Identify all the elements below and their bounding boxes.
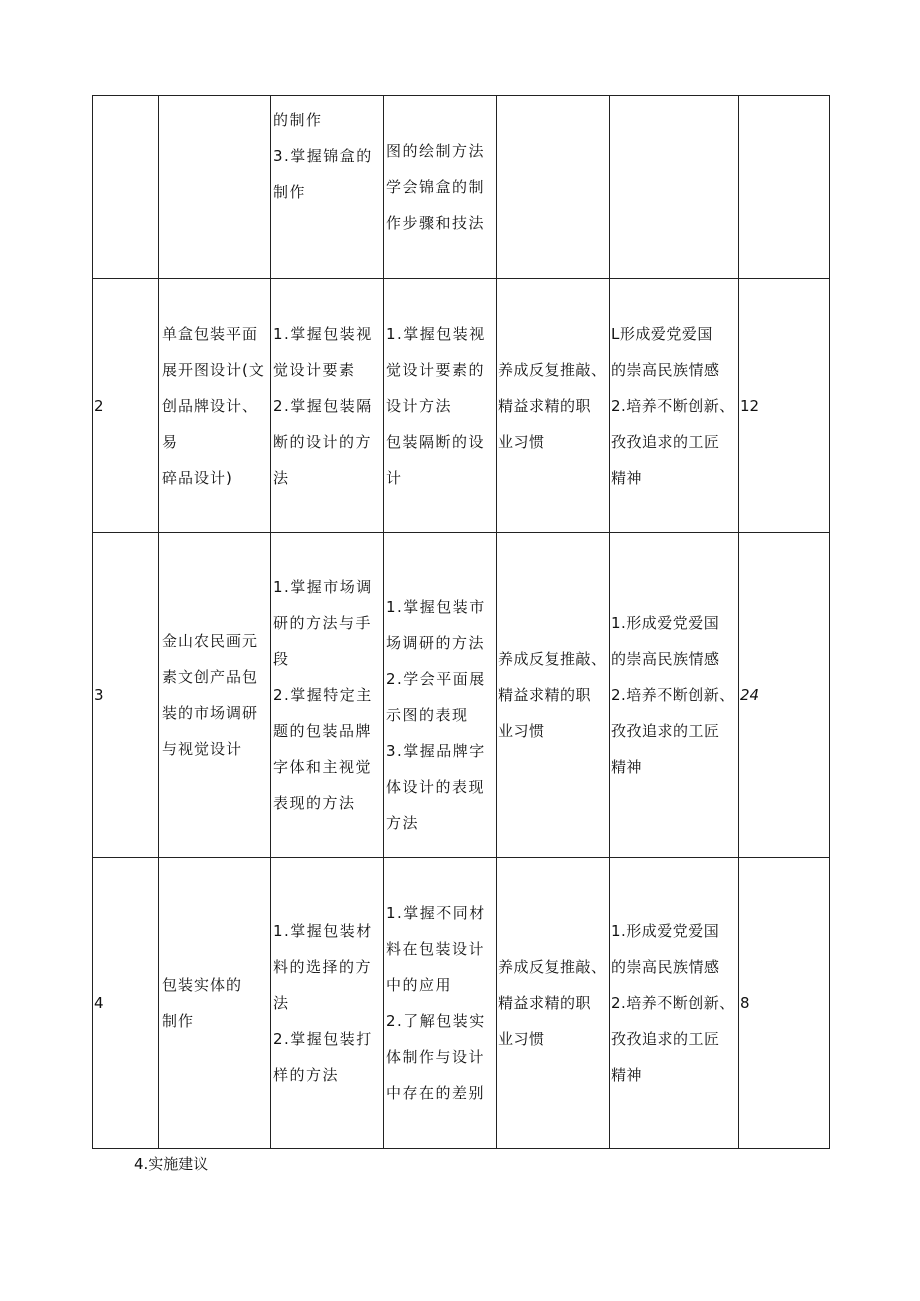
cell-ideology: 1.形成爱党爱国 的崇高民族情感 2.培养不断创新、 孜孜追求的工匠 精神: [610, 533, 739, 858]
cell-no: 4: [93, 858, 159, 1149]
cell-objectives: 1.掌握包装视 觉设计要素 2.掌握包装隔 断的设计的方 法: [271, 279, 384, 533]
cell-no: 3: [93, 533, 159, 858]
cell-no: 2: [93, 279, 159, 533]
cell-objectives: 的制作 3.掌握锦盒的 制作: [271, 96, 384, 279]
table-row: [93, 96, 830, 279]
cell-habits: 养成反复推敲、 精益求精的职 业习惯: [497, 858, 610, 1149]
cell-title: [159, 96, 271, 279]
cell-hours: 12: [739, 279, 830, 533]
table-row: [93, 858, 830, 1149]
cell-hours: 24: [739, 533, 830, 858]
curriculum-table: [92, 95, 830, 1149]
section-heading: 4.实施建议: [134, 1155, 209, 1173]
cell-ideology: 1.形成爱党爱国 的崇高民族情感 2.培养不断创新、 孜孜追求的工匠 精神: [610, 858, 739, 1149]
cell-objectives: 1.掌握包装材 料的选择的方 法 2.掌握包装打 样的方法: [271, 858, 384, 1149]
cell-habits: 养成反复推敲、 精益求精的职 业习惯: [497, 533, 610, 858]
cell-hours: 8: [739, 858, 830, 1149]
cell-objectives: 1.掌握市场调 研的方法与手 段 2.掌握特定主 题的包装品牌 字体和主视觉 表现的方法: [271, 533, 384, 858]
cell-habits: [497, 96, 610, 279]
cell-ideology: L形成爱党爱国 的崇高民族情感 2.培养不断创新、 孜孜追求的工匠 精神: [610, 279, 739, 533]
table-row: [93, 279, 830, 533]
cell-title: 金山农民画元 素文创产品包 装的市场调研 与视觉设计: [159, 533, 271, 858]
cell-content: 1.掌握不同材 料在包装设计 中的应用 2.了解包装实 体制作与设计 中存在的差别: [384, 858, 497, 1149]
cell-hours: [739, 96, 830, 279]
cell-title: 包装实体的 制作: [159, 858, 271, 1149]
cell-habits: 养成反复推敲、 精益求精的职 业习惯: [497, 279, 610, 533]
cell-content: 1.掌握包装视 觉设计要素的 设计方法 包装隔断的设 计: [384, 279, 497, 533]
cell-no: [93, 96, 159, 279]
table-row: [93, 533, 830, 858]
cell-content: 1.掌握包装市 场调研的方法 2.学会平面展 示图的表现 3.掌握品牌字 体设计的表现 方法: [384, 533, 497, 858]
cell-title: 单盒包装平面 展开图设计(文 创品牌设计、易 碎品设计): [159, 279, 271, 533]
cell-content: 图的绘制方法 学会锦盒的制 作步骤和技法: [384, 96, 497, 279]
cell-ideology: [610, 96, 739, 279]
